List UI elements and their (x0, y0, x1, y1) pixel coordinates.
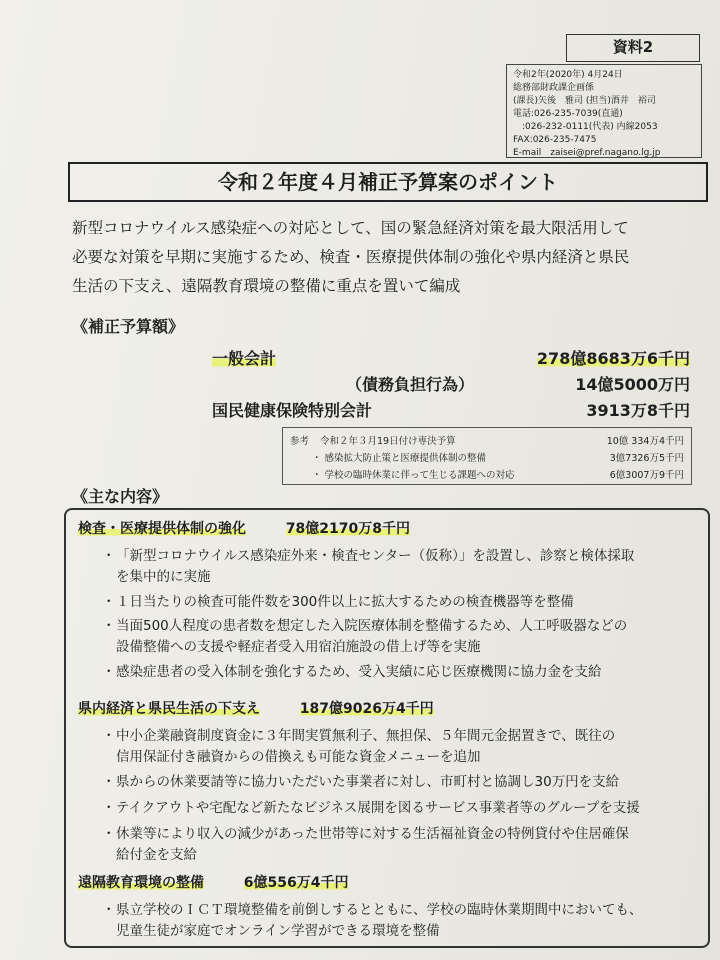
intro-paragraph (72, 214, 708, 301)
list-item: ・ 中小企業融資制度資金に３年間実質無利子、無担保、５年間元金据置きで、既往の 信用保証付き融資からの借換えも可能な資金メニューを追加 (102, 728, 616, 765)
debt-burden-label: （債務負担行為） (346, 375, 475, 394)
reference-label: 参考 (290, 436, 310, 447)
reference-item: ・ 学校の臨時休業に伴って生じる課題への対応 (312, 470, 515, 481)
document-number-label: 資料2 (566, 34, 700, 62)
intro-line: 生活の下支え、遠隔教育環境の整備に重点を置いて編成 (72, 277, 461, 295)
contact-tel-main: :026-232-0111(代表) 内線2053 (513, 122, 658, 132)
list-item: ・ テイクアウトや宅配など新たなビジネス展開を図るサービス事業者等のグループを支援 (102, 800, 640, 816)
contact-department: 総務部財政課企画係 (513, 83, 595, 93)
page-title: 令和２年度４月補正予算案のポイント (68, 162, 708, 202)
section-title: 県内経済と県民生活の下支え (78, 701, 260, 717)
section-amount: 187億9026万4千円 (299, 701, 434, 717)
list-item: ・ 県からの休業要請等に協力いただいた事業者に対し、市町村と協調し30万円を支給 (102, 774, 620, 790)
section-heading (78, 518, 410, 538)
section-title: 検査・医療提供体制の強化 (78, 521, 246, 537)
list-item: ・ 県立学校のＩＣＴ環境整備を前倒しするとともに、学校の臨時休業期間中においても、 児童生徒が家庭でオンライン学習ができる環境を整備 (102, 902, 643, 939)
contact-date: 令和2年(2020年) 4月24日 (513, 70, 623, 80)
section-amount: 6億556万4千円 (243, 875, 349, 891)
health-insurance-value: 3913万8千円 (586, 401, 690, 420)
section-heading (78, 872, 348, 892)
debt-burden-value: 14億5000万円 (575, 375, 690, 394)
reference-item-value: 3億7326万5千円 (609, 453, 684, 464)
health-insurance-label: 国民健康保険特別会計 (212, 401, 373, 420)
contact-tel-direct: 電話:026-235-7039(直通) (513, 109, 623, 119)
main-content-heading: 《主な内容》 (72, 487, 169, 506)
section-heading (78, 698, 434, 718)
reference-item-value: 6億3007万9千円 (609, 470, 684, 481)
intro-line: 必要な対策を早期に実施するため、検査・医療提供体制の強化や県内経済と県民 (72, 248, 630, 266)
general-account-value: 278億8683万6千円 (536, 349, 690, 368)
budget-heading: 《補正予算額》 (72, 317, 185, 336)
contact-email: E-mail zaisei@pref.nagano.lg.jp (513, 148, 661, 158)
reference-title-value: 10億 334万4千円 (606, 436, 684, 447)
list-item: ・ 「新型コロナウイルス感染症外来・検査センター（仮称）」を設置し、診察と検体採取 を集中的に実施 (102, 548, 635, 585)
section-title: 遠隔教育環境の整備 (78, 875, 204, 891)
section-amount: 78億2170万8千円 (285, 521, 410, 537)
list-item: ・ 感染症患者の受入体制を強化するため、受入実績に応じ医療機関に協力金を支給 (102, 664, 602, 680)
reference-title: 令和２年３月19日付け専決予算 (320, 436, 456, 447)
contact-fax: FAX:026-235-7475 (513, 135, 597, 145)
list-item: ・ 休業等により収入の減少があった世帯等に対する生活福祉資金の特例貸付や住居確保 給付金を支給 (102, 826, 629, 863)
intro-line: 新型コロナウイルス感染症への対応として、国の緊急経済対策を最大限活用して (72, 219, 629, 237)
list-item: ・ 当面500人程度の患者数を想定した入院医療体制を整備するため、人工呼吸器などの 設備整備への支援や軽症者受入用宿泊施設の借上げ等を実施 (102, 618, 628, 655)
contact-staff: (課長)矢後 雅司 (担当)酒井 裕司 (513, 96, 656, 106)
list-item: ・ １日当たりの検査可能件数を300件以上に拡大するための検査機器等を整備 (102, 594, 574, 610)
general-account-label: 一般会計 (212, 349, 277, 368)
reference-item: ・ 感染拡大防止策と医療提供体制の整備 (312, 453, 487, 464)
contact-info-box (506, 64, 702, 158)
